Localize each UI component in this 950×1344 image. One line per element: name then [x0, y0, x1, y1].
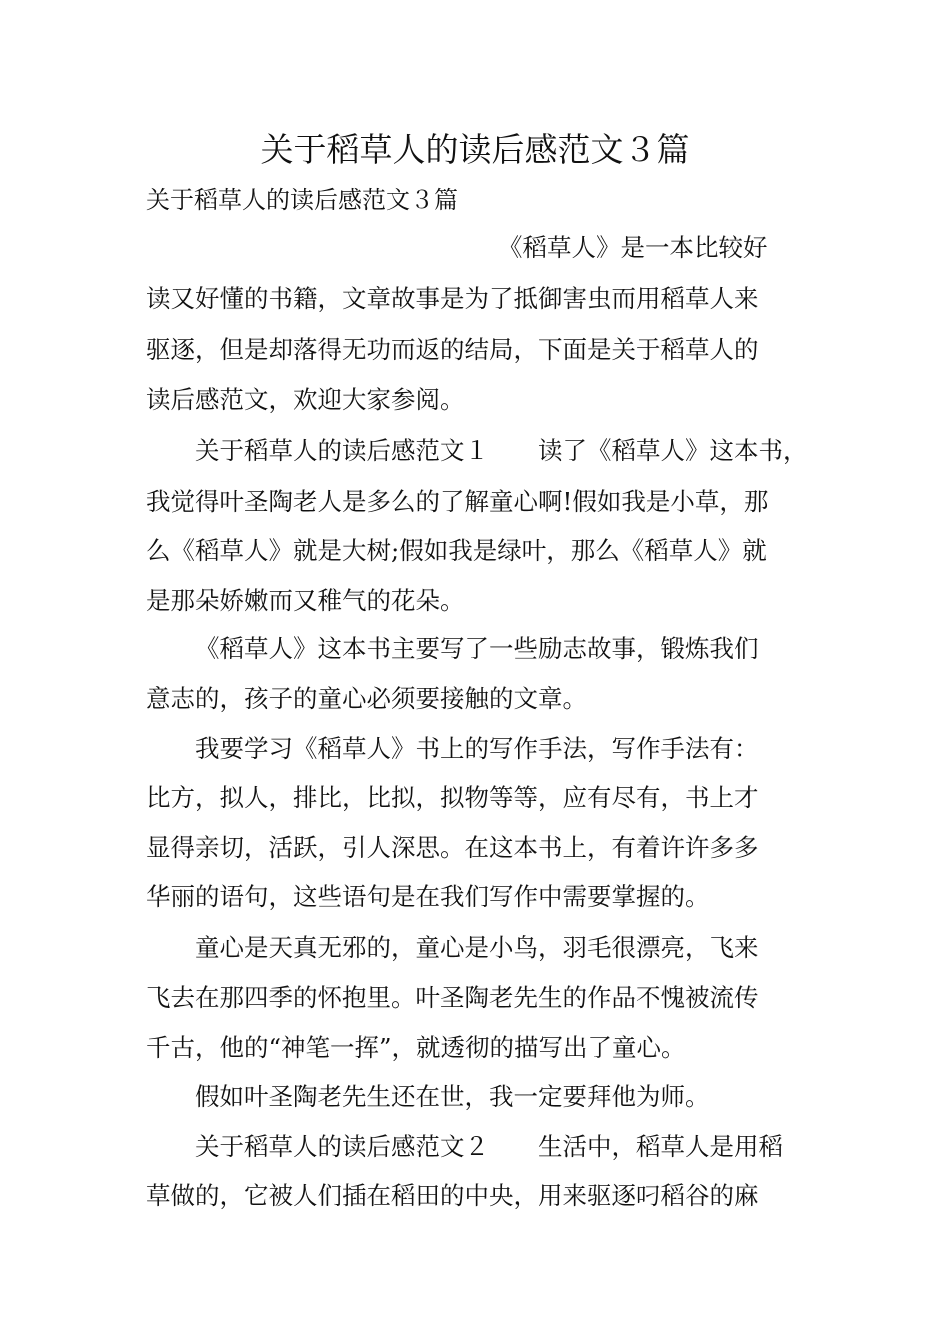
paragraph-line: 假如叶圣陶老先生还在世，我一定要拜他为师。	[195, 1082, 710, 1111]
paragraph-line: 《稻草人》这本书主要写了一些励志故事，锻炼我们	[195, 634, 759, 663]
paragraph-line: 驱逐，但是却落得无功而返的结局，下面是关于稻草人的	[146, 335, 759, 364]
paragraph-line: 千古，他的“神笔一挥”，就透彻的描写出了童心。	[146, 1033, 686, 1062]
paragraph-line: 是那朵娇嫩而又稚气的花朵。	[146, 586, 465, 615]
paragraph-line: 关于稻草人的读后感范文２ 生活中，稻草人是用稻	[195, 1132, 783, 1161]
paragraph-line: 华丽的语句，这些语句是在我们写作中需要掌握的。	[146, 882, 710, 911]
paragraph-line: 关于稻草人的读后感范文１ 读了《稻草人》这本书，	[195, 436, 808, 465]
paragraph-line: 读又好懂的书籍，文章故事是为了抵御害虫而用稻草人来	[146, 284, 759, 313]
paragraph-line: 飞去在那四季的怀抱里。叶圣陶老先生的作品不愧被流传	[146, 983, 759, 1012]
paragraph-line: 草做的，它被人们插在稻田的中央，用来驱逐叼稻谷的麻	[146, 1181, 759, 1210]
paragraph-line: 我觉得叶圣陶老人是多么的了解童心啊!假如我是小草，那	[146, 487, 769, 516]
document-title: 关于稻草人的读后感范文３篇	[260, 130, 690, 169]
paragraph-line: 显得亲切，活跃，引人深思。在这本书上，有着许许多多	[146, 833, 759, 862]
paragraph-line: 我要学习《稻草人》书上的写作手法，写作手法有：	[195, 734, 759, 763]
paragraph-line: 读后感范文，欢迎大家参阅。	[146, 385, 465, 414]
paragraph-line: 意志的，孩子的童心必须要接触的文章。	[146, 684, 587, 713]
document-subtitle: 关于稻草人的读后感范文３篇	[146, 186, 458, 214]
paragraph-line: 童心是天真无邪的，童心是小鸟，羽毛很漂亮，飞来	[195, 933, 759, 962]
paragraph-line: 么《稻草人》就是大树;假如我是绿叶，那么《稻草人》就	[146, 536, 767, 565]
paragraph-line: 《稻草人》是一本比较好	[498, 233, 768, 262]
paragraph-line: 比方，拟人，排比，比拟，拟物等等，应有尽有，书上才	[146, 783, 759, 812]
